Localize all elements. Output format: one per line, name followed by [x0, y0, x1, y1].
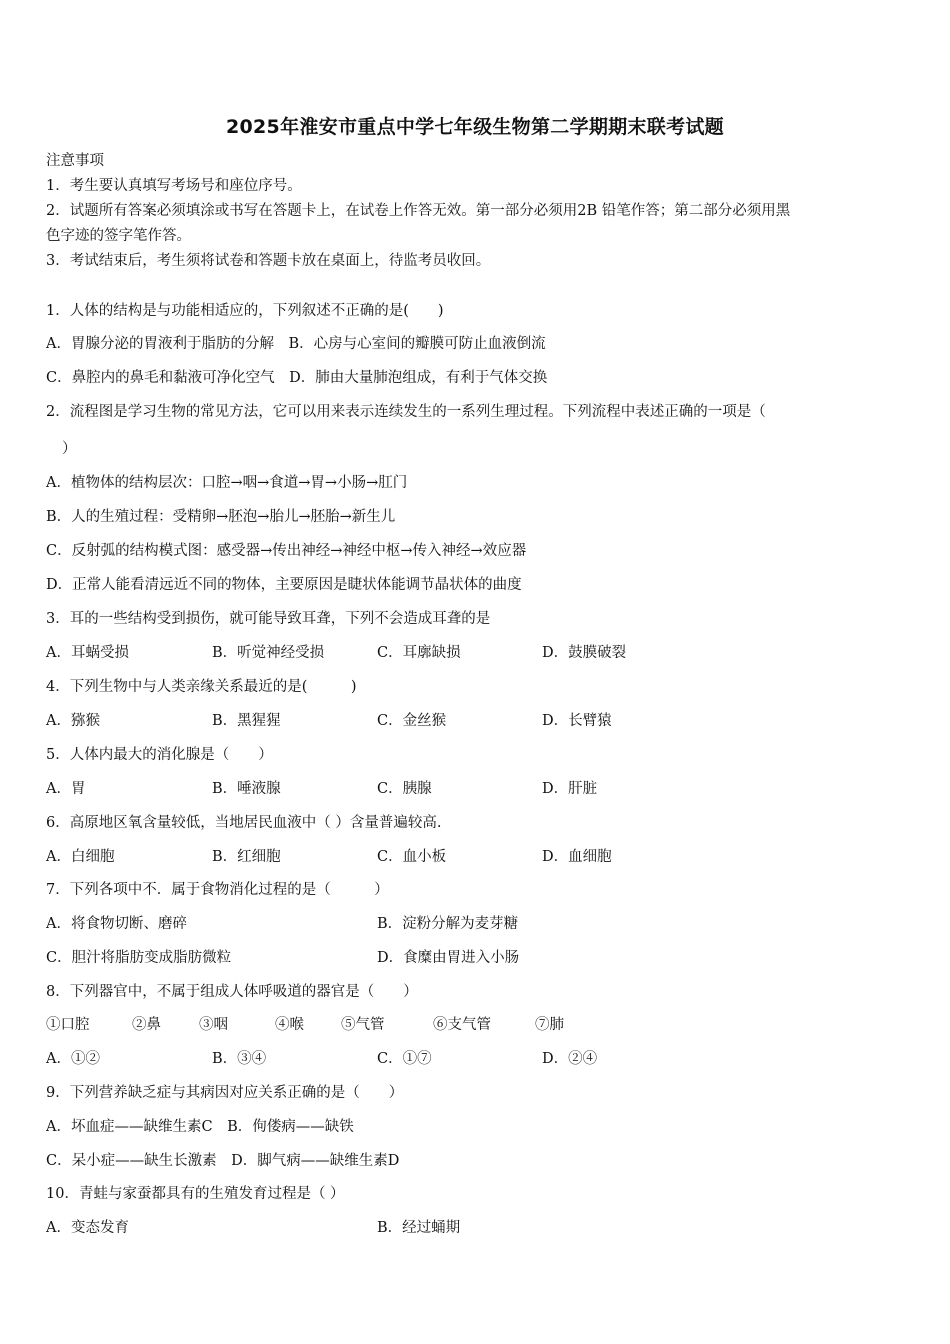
question-8-option-a: A．①② [46, 1051, 100, 1067]
question-5-option-a: A．胃 [46, 781, 86, 797]
question-4-option-d: D．长臂猿 [542, 713, 612, 729]
note-item: 3．考试结束后，考生须将试卷和答题卡放在桌面上，待监考员收回。 [46, 253, 491, 269]
question-3-stem: 3．耳的一些结构受到损伤，就可能导致耳聋，下列不会造成耳聋的是 [46, 611, 491, 627]
question-10-stem: 10．青蛙与家蚕都具有的生殖发育过程是（ ） [46, 1186, 345, 1202]
organ-item: ②鼻 [132, 1017, 161, 1033]
notes-heading: 注意事项 [46, 153, 104, 169]
question-4-option-a: A．猕猴 [46, 713, 100, 729]
question-4-stem: 4．下列生物中与人类亲缘关系最近的是( ) [46, 679, 357, 695]
exam-title: 2025年淮安市重点中学七年级生物第二学期期末联考试题 [226, 116, 724, 138]
question-3-option-c: C．耳廓缺损 [377, 645, 461, 661]
question-5-option-c: C．胰腺 [377, 781, 432, 797]
question-7-option-c: C．胆汁将脂肪变成脂肪微粒 [46, 950, 232, 966]
question-5-option-d: D．肝脏 [542, 781, 598, 797]
question-9-options-ab: A．坏血症——缺维生素C B．佝偻病——缺铁 [46, 1119, 354, 1135]
question-6-stem: 6．高原地区氧含量较低，当地居民血液中（ ）含量普遍较高. [46, 815, 442, 831]
question-7-stem: 7．下列各项中不．属于食物消化过程的是（ ） [46, 882, 389, 898]
question-8-option-b: B．③④ [212, 1051, 267, 1067]
question-2-stem: 2．流程图是学习生物的常见方法，它可以用来表示连续发生的一系列生理过程。下列流程中表述正确的一项是（ [46, 404, 766, 420]
organ-item: ③咽 [199, 1017, 228, 1033]
question-1-options-cd: C．鼻腔内的鼻毛和黏液可净化空气 D．肺由大量肺泡组成，有利于气体交换 [46, 370, 548, 386]
question-6-option-c: C．血小板 [377, 849, 447, 865]
question-2-option-d: D．正常人能看清远近不同的物体，主要原因是睫状体能调节晶状体的曲度 [46, 577, 522, 593]
note-item: 色字迹的签字笔作答。 [46, 228, 191, 244]
question-7-option-b: B．淀粉分解为麦芽糖 [377, 916, 519, 932]
question-8-option-c: C．①⑦ [377, 1051, 432, 1067]
question-1-options-ab: A．胃腺分泌的胃液利于脂肪的分解 B．心房与心室间的瓣膜可防止血液倒流 [46, 336, 546, 352]
question-3-option-d: D．鼓膜破裂 [542, 645, 627, 661]
question-6-option-d: D．血细胞 [542, 849, 612, 865]
question-2-option-b: B．人的生殖过程：受精卵→胚泡→胎儿→胚胎→新生儿 [46, 509, 396, 525]
question-10-option-a: A．变态发育 [46, 1220, 129, 1236]
note-item: 1．考生要认真填写考场号和座位序号。 [46, 178, 302, 194]
question-9-stem: 9．下列营养缺乏症与其病因对应关系正确的是（ ） [46, 1085, 404, 1101]
question-8-option-d: D．②④ [542, 1051, 598, 1067]
question-3-option-b: B．听觉神经受损 [212, 645, 325, 661]
organ-item: ⑤气管 [341, 1017, 385, 1033]
note-item: 2．试题所有答案必须填涂或书写在答题卡上，在试卷上作答无效。第一部分必须用2B 铅笔作答；第二部分必须用黑 [46, 203, 791, 219]
question-2-stem-cont: ） [62, 441, 77, 457]
question-8-stem: 8．下列器官中，不属于组成人体呼吸道的器官是（ ） [46, 984, 418, 1000]
question-1-stem: 1．人体的结构是与功能相适应的，下列叙述不正确的是( ) [46, 303, 444, 319]
organ-item: ①口腔 [46, 1017, 90, 1033]
question-3-option-a: A．耳蜗受损 [46, 645, 129, 661]
question-4-option-c: C．金丝猴 [377, 713, 447, 729]
question-7-option-d: D．食糜由胃进入小肠 [377, 950, 520, 966]
organ-item: ⑦肺 [535, 1017, 564, 1033]
question-10-option-b: B．经过蛹期 [377, 1220, 461, 1236]
question-9-options-cd: C．呆小症——缺生长激素 D．脚气病——缺维生素D [46, 1153, 400, 1169]
question-4-option-b: B．黑猩猩 [212, 713, 281, 729]
question-6-option-b: B．红细胞 [212, 849, 281, 865]
question-7-option-a: A．将食物切断、磨碎 [46, 916, 187, 932]
question-5-option-b: B．唾液腺 [212, 781, 281, 797]
question-6-option-a: A．白细胞 [46, 849, 115, 865]
question-5-stem: 5．人体内最大的消化腺是（ ） [46, 747, 273, 763]
organ-item: ④喉 [275, 1017, 304, 1033]
question-2-option-c: C．反射弧的结构模式图：感受器→传出神经→神经中枢→传入神经→效应器 [46, 543, 527, 559]
question-2-option-a: A．植物体的结构层次：口腔→咽→食道→胃→小肠→肛门 [46, 475, 408, 491]
organ-item: ⑥支气管 [433, 1017, 491, 1033]
